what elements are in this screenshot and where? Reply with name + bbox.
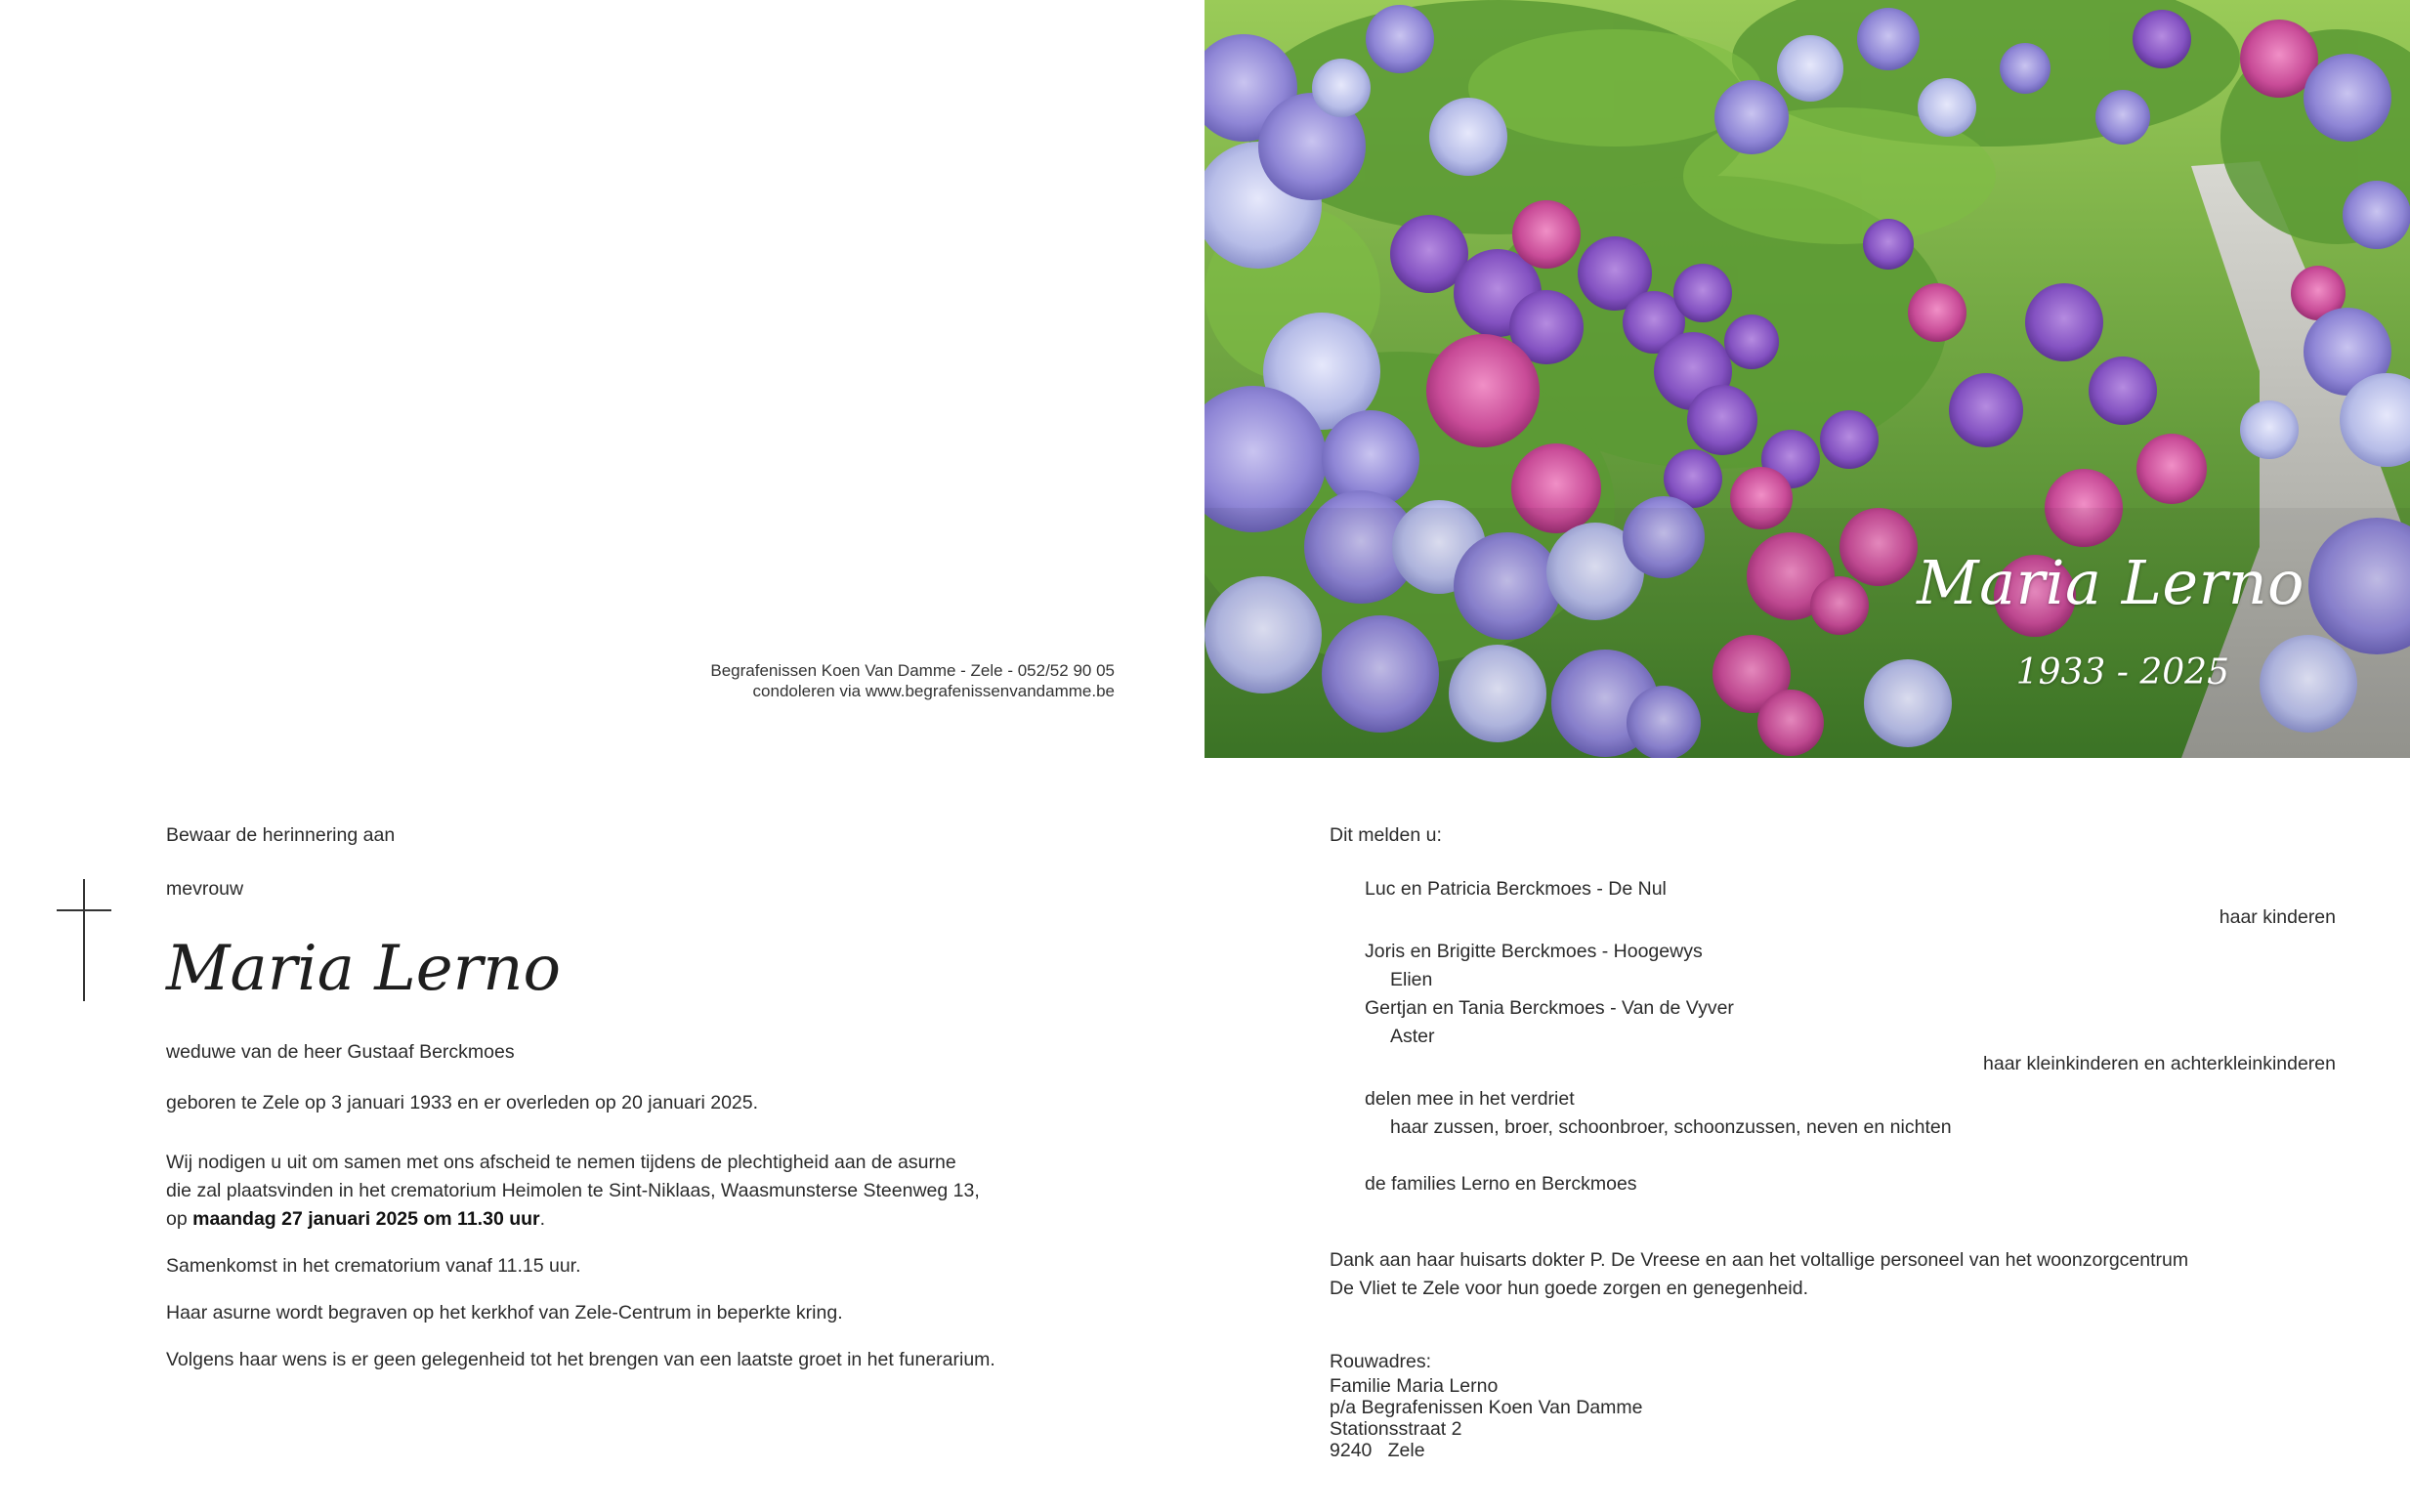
mourning-address	[1330, 1375, 1643, 1461]
urn-burial-info: Haar asurne wordt begraven op het kerkhof van Zele-Centrum in beperkte kring.	[166, 1302, 843, 1323]
announcement-intro: Dit melden u:	[1330, 824, 1442, 846]
thanks-line: Dank aan haar huisarts dokter P. De Vreese en aan het voltallige personeel van het woonzorgcentrum	[1330, 1249, 2189, 1271]
invitation-line: die zal plaatsvinden in het crematorium Heimolen te Sint-Niklaas, Waasmunsterse Steenweg 13,	[166, 1180, 980, 1201]
cross-icon	[57, 879, 111, 1001]
child-entry: Luc en Patricia Berckmoes - De Nul	[1365, 878, 1667, 900]
funeral-home-contact: Begrafenissen Koen Van Damme - Zele - 052/52 90 05	[710, 661, 1115, 680]
address-line: Stationsstraat 2	[1330, 1418, 1462, 1440]
ceremony-date-time: maandag 27 januari 2025 om 11.30 uur	[192, 1208, 540, 1230]
widow-of: weduwe van de heer Gustaaf Berckmoes	[166, 1041, 515, 1063]
thanks-text	[1330, 1246, 2188, 1303]
invitation-line: op maandag 27 januari 2025 om 11.30 uur.	[166, 1208, 546, 1230]
gathering-info: Samenkomst in het crematorium vanaf 11.15 uur.	[166, 1255, 581, 1277]
mourning-address-label: Rouwadres:	[1330, 1351, 1432, 1372]
birth-death-info: geboren te Zele op 3 januari 1933 en er overleden op 20 januari 2025.	[166, 1092, 759, 1113]
memorial-intro: Bewaar de herinnering aan	[166, 824, 396, 846]
funerarium-wish: Volgens haar wens is er geen gelegenheid tot het brengen van een laatste groet in het funerarium.	[166, 1349, 995, 1370]
photo-name-overlay: Maria Lerno	[1917, 547, 2304, 618]
invitation-line: Wij nodigen u uit om samen met ons afscheid te nemen tijdens de plechtigheid aan de asurne	[166, 1152, 956, 1173]
hydrangea-garden-photo	[1205, 0, 2410, 758]
invitation-text	[166, 1149, 980, 1234]
families: de families Lerno en Berckmoes	[1365, 1173, 1637, 1195]
share-grief: delen mee in het verdriet	[1365, 1088, 1575, 1110]
child-entry: Gertjan en Tania Berckmoes - Van de Vyver	[1365, 997, 1734, 1019]
address-line: 9240 Zele	[1330, 1440, 1425, 1461]
siblings-relatives: haar zussen, broer, schoonbroer, schoonzussen, neven en nichten	[1390, 1116, 1952, 1138]
address-line: p/a Begrafenissen Koen Van Damme	[1330, 1397, 1643, 1418]
grandchild-entry: Elien	[1390, 969, 1433, 990]
child-entry: Joris en Brigitte Berckmoes - Hoogewys	[1365, 941, 1703, 962]
children-label: haar kinderen	[2219, 906, 2336, 928]
grandchildren-label: haar kleinkinderen en achterkleinkinderen	[1983, 1053, 2336, 1074]
thanks-line: De Vliet te Zele voor hun goede zorgen en genegenheid.	[1330, 1278, 1809, 1299]
grandchild-entry: Aster	[1390, 1026, 1435, 1047]
condolence-website: condoleren via www.begrafenissenvandamme.be	[752, 682, 1115, 700]
deceased-name: Maria Lerno	[166, 933, 561, 1005]
address-line: Familie Maria Lerno	[1330, 1375, 1499, 1397]
funeral-home-credits	[710, 660, 1115, 701]
salutation: mevrouw	[166, 878, 244, 900]
photo-years-overlay: 1933 - 2025	[2015, 652, 2229, 693]
